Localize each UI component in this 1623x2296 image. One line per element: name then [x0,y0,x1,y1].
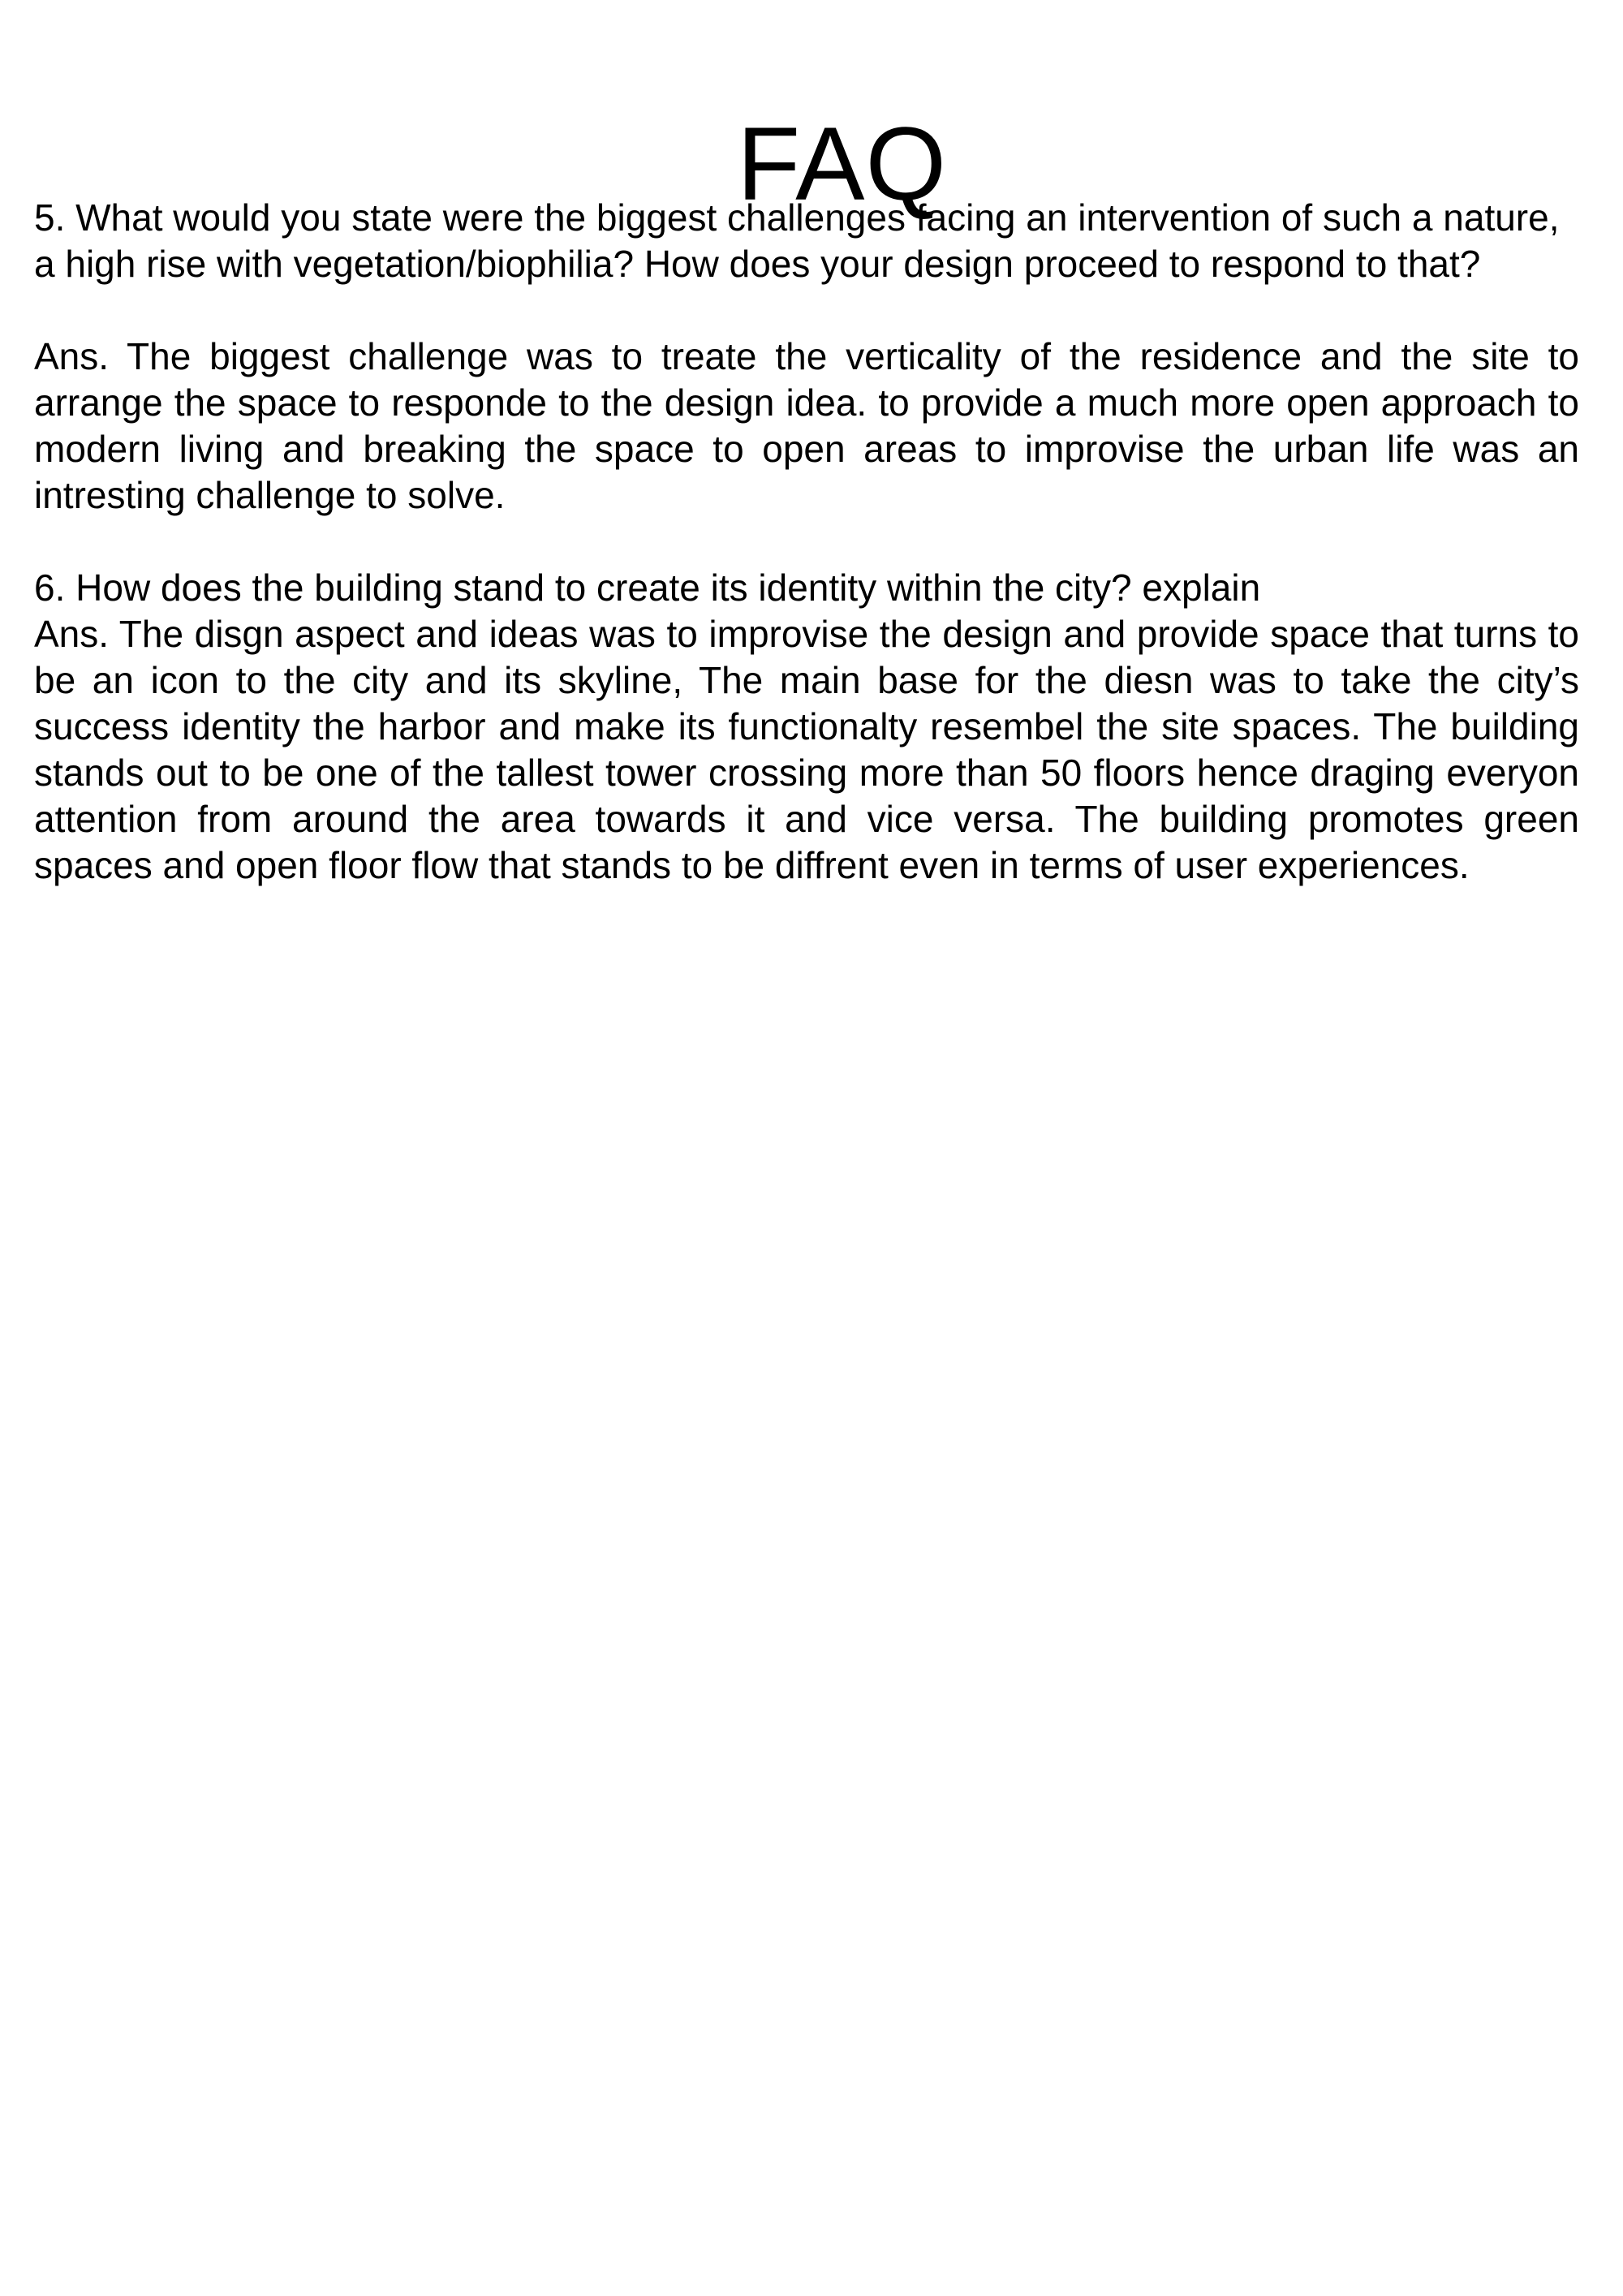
paragraph-spacer [34,287,1579,334]
page-title: FAQ [736,106,948,222]
faq-content [34,195,1579,889]
faq-answer-6: Ans. The disgn aspect and ideas was to improvise the design and provide space that turns to be an icon to the city and its skyline, The main base for the diesn was to take the city’s success identity the harbor and make its functionalty resembel the site spaces. The building stands out to be one of the tallest tower crossing more than 50 floors hence draging everyon attention from around the area towards it and vice versa. The building promotes green spaces and open floor flow that stands to be diffrent even in terms of user experiences. [34,613,1579,886]
faq-question-6: 6. How does the building stand to create its identity within the city? explain [34,566,1261,609]
paragraph-spacer [34,519,1579,565]
faq-question-5: 5. What would you state were the biggest challenges facing an intervention of such a nature, a high rise with vegetation/biophilia? How does your design proceed to respond to that? [34,196,1560,285]
faq-answer-5: Ans. The biggest challenge was to treate the verticality of the residence and the site to arrange the space to responde to the design idea. to provide a much more open approach to modern living and breaking the space to open areas to improvise the urban life was an intresting challenge to solve. [34,335,1579,516]
